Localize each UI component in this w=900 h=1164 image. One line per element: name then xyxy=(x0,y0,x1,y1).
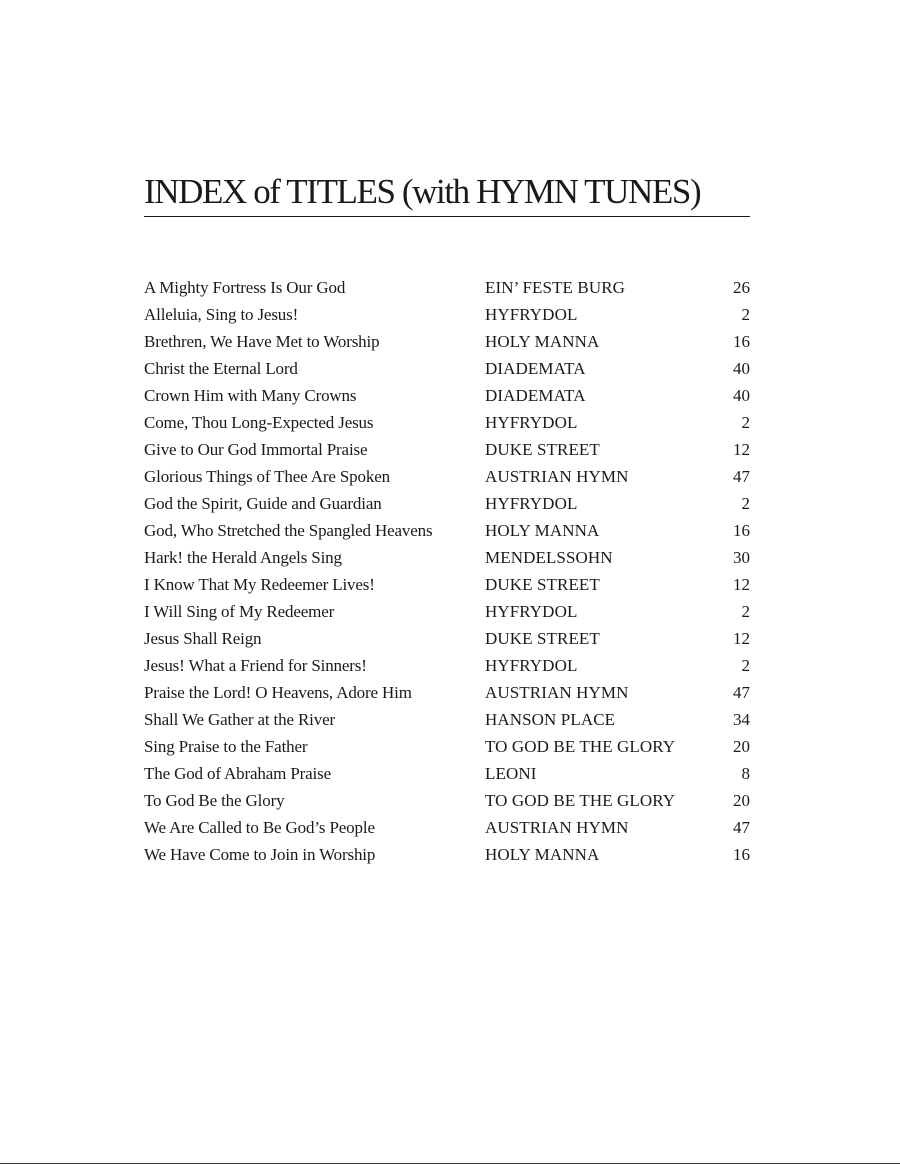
hymn-tune: HOLY MANNA xyxy=(485,521,600,540)
title-divider xyxy=(144,216,750,217)
page-number: 47 xyxy=(733,818,750,837)
hymn-title: Jesus! What a Friend for Sinners! xyxy=(144,656,367,675)
hymn-title: Glorious Things of Thee Are Spoken xyxy=(144,467,390,486)
hymn-tune: DUKE STREET xyxy=(485,440,600,459)
hymn-title: Jesus Shall Reign xyxy=(144,629,262,648)
hymn-title: Alleluia, Sing to Jesus! xyxy=(144,305,299,324)
table-row xyxy=(144,760,750,787)
table-row xyxy=(144,787,750,814)
hymn-title: A Mighty Fortress Is Our God xyxy=(144,278,346,297)
hymn-tune: AUSTRIAN HYMN xyxy=(485,467,629,486)
hymn-title: The God of Abraham Praise xyxy=(144,764,331,783)
hymn-title: Praise the Lord! O Heavens, Adore Him xyxy=(144,683,412,702)
hymn-title: I Will Sing of My Redeemer xyxy=(144,602,335,621)
table-row xyxy=(144,436,750,463)
page-number: 2 xyxy=(741,413,750,432)
hymn-tune: EIN’ FESTE BURG xyxy=(485,278,626,297)
hymn-tune: HOLY MANNA xyxy=(485,332,600,351)
hymn-tune: MENDELSSOHN xyxy=(485,548,613,567)
hymn-title: Shall We Gather at the River xyxy=(144,710,335,729)
table-row xyxy=(144,706,750,733)
page-number: 47 xyxy=(733,467,750,486)
hymn-tune: DUKE STREET xyxy=(485,629,600,648)
hymn-tune: LEONI xyxy=(485,764,537,783)
page-number: 47 xyxy=(733,683,750,702)
hymn-title: We Have Come to Join in Worship xyxy=(144,845,376,864)
page-number: 2 xyxy=(741,602,750,621)
hymn-title: I Know That My Redeemer Lives! xyxy=(144,575,375,594)
hymn-title: Brethren, We Have Met to Worship xyxy=(144,332,380,351)
hymn-tune: DUKE STREET xyxy=(485,575,600,594)
table-row xyxy=(144,652,750,679)
hymn-tune: DIADEMATA xyxy=(485,359,586,378)
hymn-title: God the Spirit, Guide and Guardian xyxy=(144,494,382,513)
hymn-tune: HYFRYDOL xyxy=(485,413,578,432)
page-number: 40 xyxy=(733,386,750,405)
hymn-title: Give to Our God Immortal Praise xyxy=(144,440,368,459)
hymn-title: To God Be the Glory xyxy=(144,791,285,810)
hymn-title: God, Who Stretched the Spangled Heavens xyxy=(144,521,433,540)
page-number: 8 xyxy=(741,764,750,783)
page-number: 20 xyxy=(733,791,750,810)
page-number: 12 xyxy=(733,575,750,594)
hymn-index-table xyxy=(144,274,750,868)
page-number: 16 xyxy=(733,332,750,351)
hymn-tune: TO GOD BE THE GLORY xyxy=(485,791,676,810)
hymn-title: Hark! the Herald Angels Sing xyxy=(144,548,342,567)
hymn-tune: HYFRYDOL xyxy=(485,494,578,513)
page-number: 2 xyxy=(741,656,750,675)
table-row xyxy=(144,490,750,517)
page-number: 16 xyxy=(733,521,750,540)
hymn-title: Come, Thou Long-Expected Jesus xyxy=(144,413,374,432)
page-number: 40 xyxy=(733,359,750,378)
table-row xyxy=(144,571,750,598)
table-row xyxy=(144,301,750,328)
table-row xyxy=(144,733,750,760)
table-row xyxy=(144,382,750,409)
page-title: INDEX of TITLES (with HYMN TUNES) xyxy=(144,172,701,211)
hymn-tune: TO GOD BE THE GLORY xyxy=(485,737,676,756)
table-row xyxy=(144,328,750,355)
page-number: 2 xyxy=(741,305,750,324)
table-row xyxy=(144,598,750,625)
page-number: 20 xyxy=(733,737,750,756)
table-row xyxy=(144,355,750,382)
table-row xyxy=(144,274,750,301)
hymn-tune: HOLY MANNA xyxy=(485,845,600,864)
table-row xyxy=(144,625,750,652)
hymn-title: Crown Him with Many Crowns xyxy=(144,386,357,405)
page-number: 30 xyxy=(733,548,750,567)
table-row xyxy=(144,517,750,544)
hymn-title: Christ the Eternal Lord xyxy=(144,359,298,378)
page-number: 12 xyxy=(733,629,750,648)
table-row xyxy=(144,463,750,490)
page-number: 12 xyxy=(733,440,750,459)
hymn-title: We Are Called to Be God’s People xyxy=(144,818,375,837)
table-row xyxy=(144,841,750,868)
page-number: 16 xyxy=(733,845,750,864)
hymn-tune: HYFRYDOL xyxy=(485,305,578,324)
hymn-tune: AUSTRIAN HYMN xyxy=(485,818,629,837)
hymn-tune: DIADEMATA xyxy=(485,386,586,405)
page-number: 26 xyxy=(733,278,750,297)
hymn-tune: HYFRYDOL xyxy=(485,656,578,675)
hymn-tune: HANSON PLACE xyxy=(485,710,616,729)
hymn-tune: HYFRYDOL xyxy=(485,602,578,621)
table-row xyxy=(144,679,750,706)
table-row xyxy=(144,409,750,436)
hymn-title: Sing Praise to the Father xyxy=(144,737,308,756)
page-number: 34 xyxy=(733,710,750,729)
table-row xyxy=(144,544,750,571)
page-number: 2 xyxy=(741,494,750,513)
table-row xyxy=(144,814,750,841)
hymn-tune: AUSTRIAN HYMN xyxy=(485,683,629,702)
